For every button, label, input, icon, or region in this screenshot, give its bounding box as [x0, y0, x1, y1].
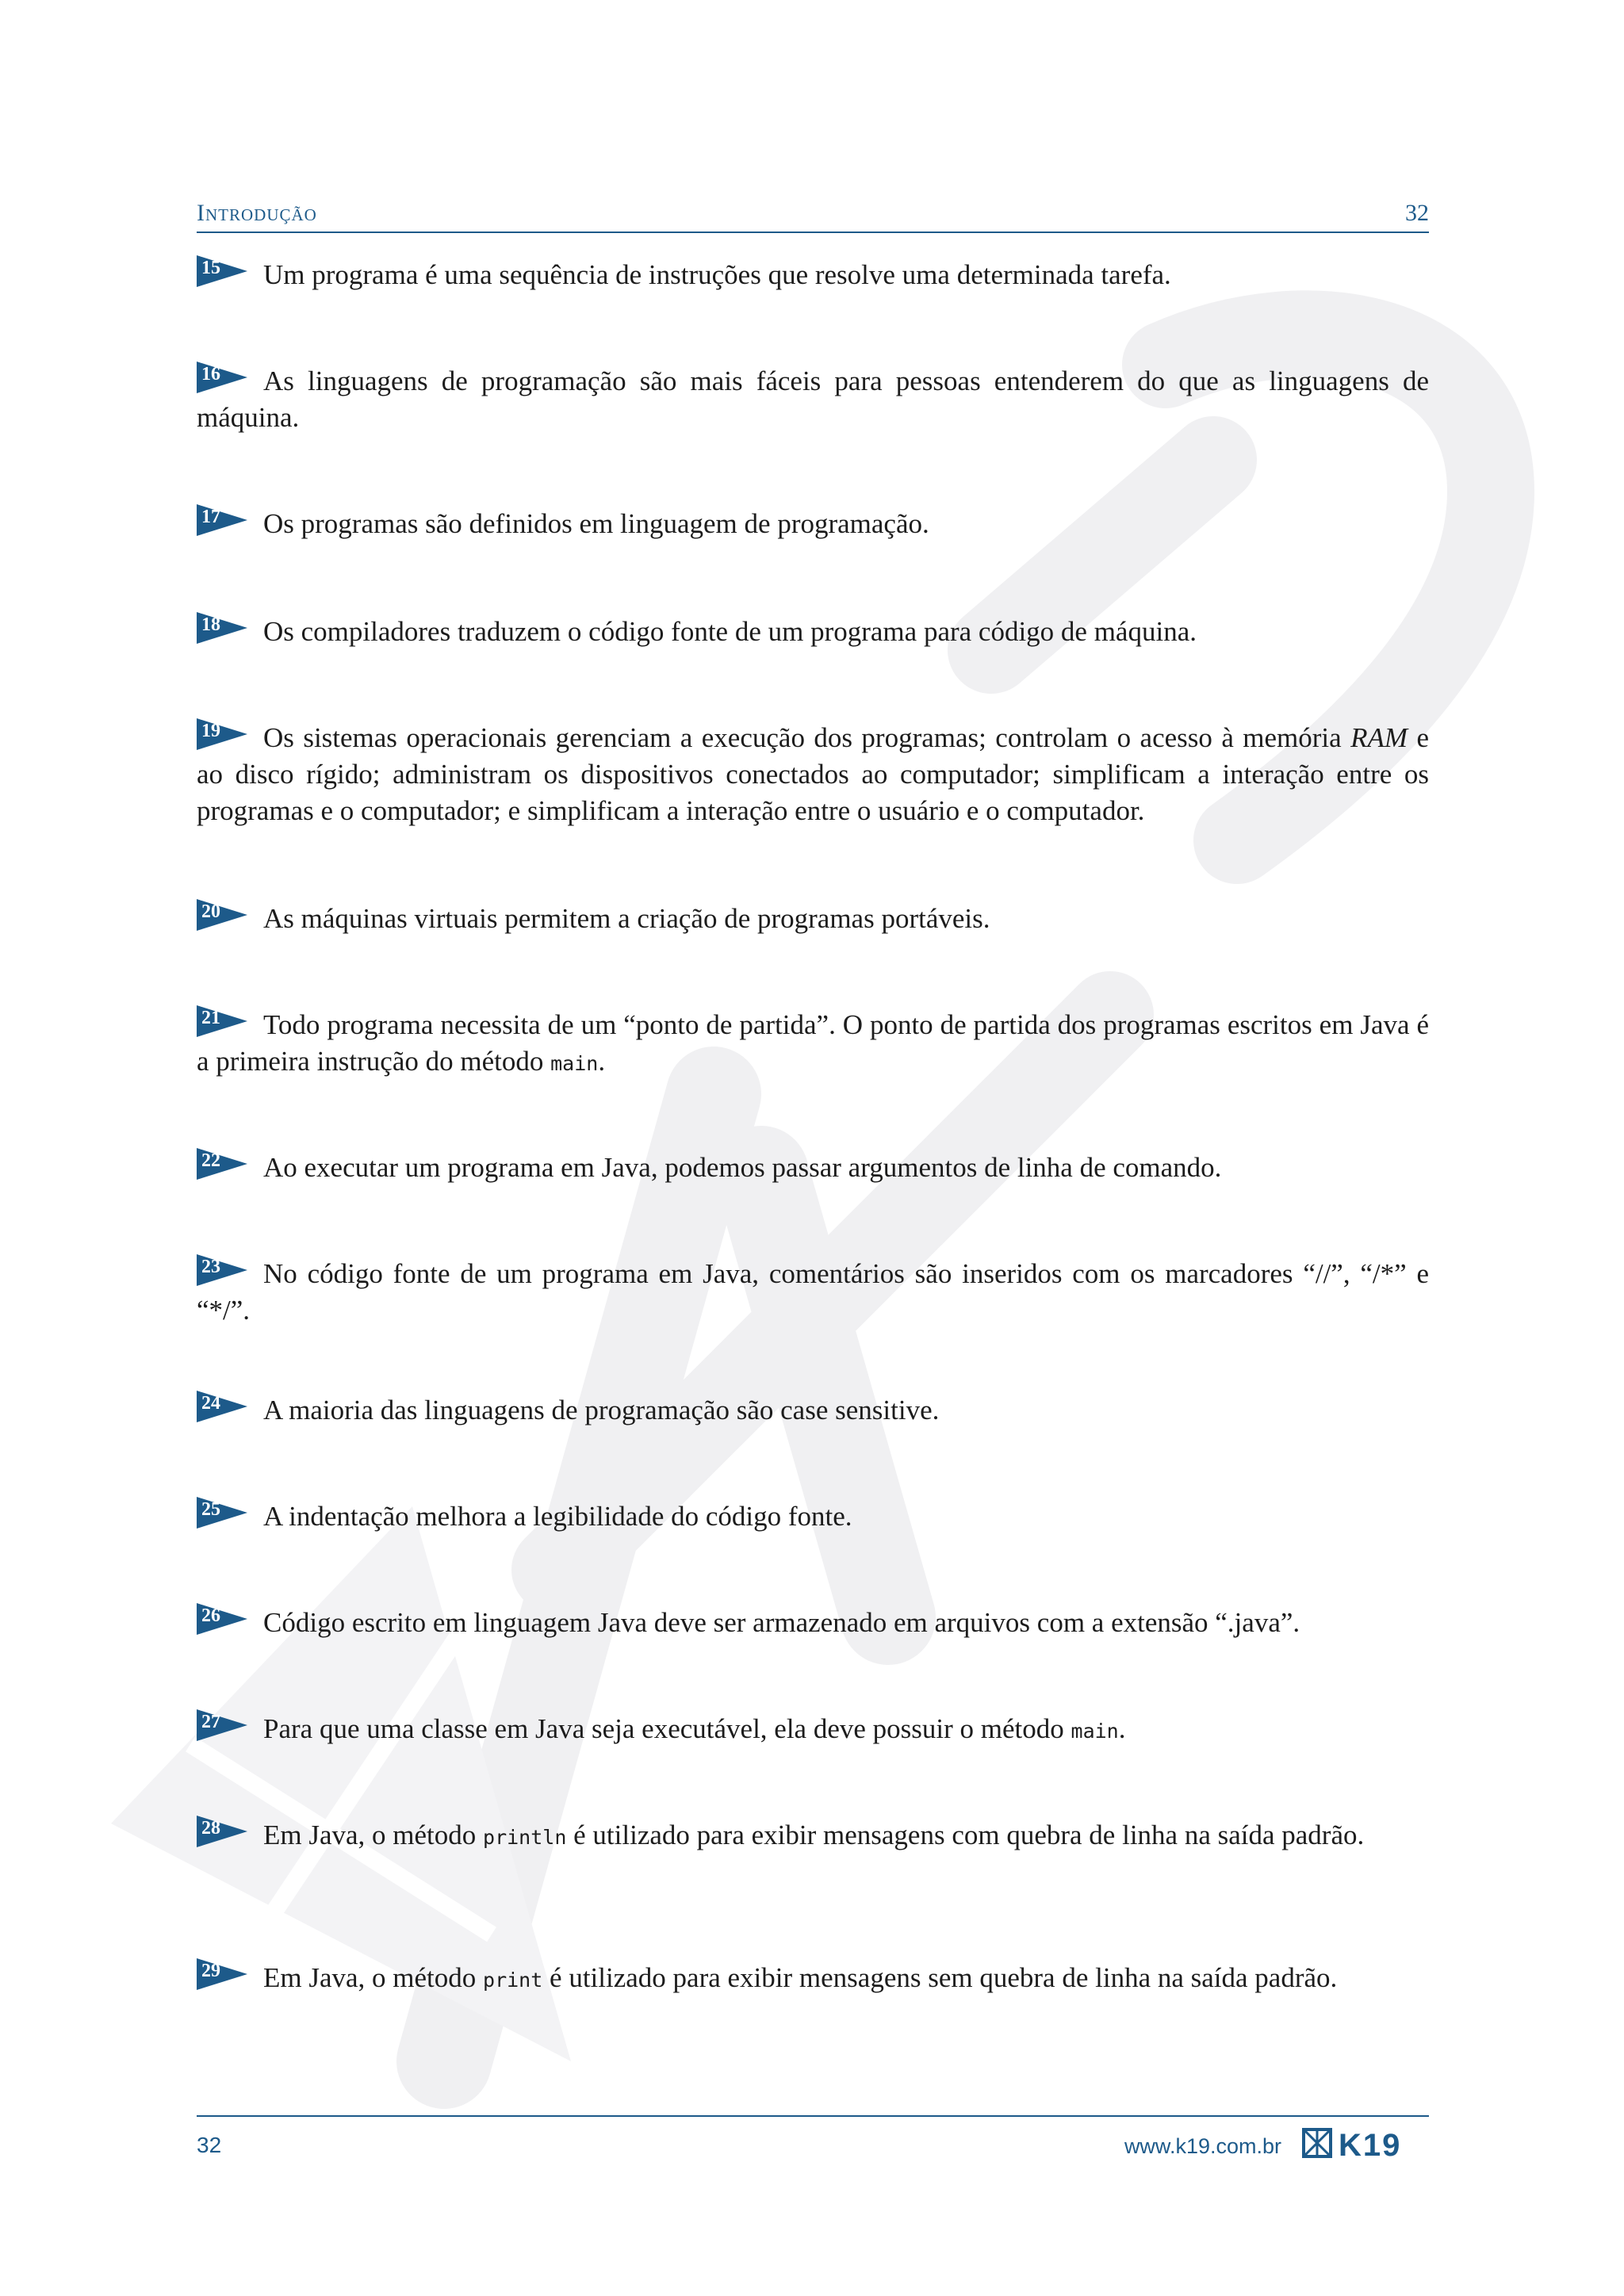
list-item	[197, 1816, 1429, 1856]
item-text: Um programa é uma sequência de instruções que resolve uma determinada tarefa.	[263, 259, 1171, 290]
inline-code: println	[483, 1826, 567, 1849]
exercise-number-badge: 17	[197, 504, 247, 536]
inline-code: main	[1071, 1720, 1119, 1743]
item-text: Os sistemas operacionais gerenciam a execução dos programas; controlam o acesso à memória	[263, 722, 1342, 753]
page-footer	[197, 2115, 1429, 2164]
exercise-number-badge: 20	[197, 899, 247, 931]
list-item	[197, 1958, 1429, 1999]
k19-logo-icon	[1302, 2128, 1429, 2160]
item-text: Ao executar um programa em Java, podemos passar argumentos de linha de comando.	[263, 1152, 1222, 1183]
header-page-number: 32	[1405, 200, 1429, 226]
item-text: A indentação melhora a legibilidade do código fonte.	[263, 1501, 852, 1532]
item-text: e ao disco rígido; administram os dispositivos conectados ao computador; simplificam a interação entre os programas e o computador; e simplificam a interação entre o usuário e o computador.	[197, 722, 1430, 826]
exercise-number-badge: 16	[197, 362, 247, 393]
list-item	[197, 1254, 1429, 1329]
item-text: As máquinas virtuais permitem a criação de programas portáveis.	[263, 903, 990, 934]
list-item	[197, 1005, 1429, 1082]
inline-code: main	[550, 1052, 599, 1075]
item-text: Em Java, o método	[263, 1962, 477, 1993]
item-text: No código fonte de um programa em Java, comentários são inseridos com os marcadores “//”, “/*” e “*/”.	[197, 1258, 1429, 1326]
chapter-title: Introdução	[197, 200, 317, 226]
item-text: Para que uma classe em Java seja executável, ela deve possuir o método	[263, 1713, 1064, 1744]
inline-code: print	[483, 1969, 543, 1992]
list-item	[197, 1603, 1429, 1641]
exercise-number-badge: 28	[197, 1816, 247, 1847]
item-text: Os compiladores traduzem o código fonte de um programa para código de máquina.	[263, 616, 1197, 647]
item-text: A maioria das linguagens de programação são case sensitive.	[263, 1395, 940, 1425]
exercise-number-badge: 25	[197, 1497, 247, 1529]
page-header	[197, 197, 1429, 233]
exercise-number-badge: 23	[197, 1254, 247, 1286]
item-text: Em Java, o método	[263, 1820, 477, 1850]
list-item	[197, 1391, 1429, 1429]
exercise-number-badge: 29	[197, 1958, 247, 1990]
list-item	[197, 504, 1429, 542]
footer-page-number: 32	[197, 2133, 222, 2157]
item-text: é utilizado para exibir mensagens com quebra de linha na saída padrão.	[573, 1820, 1365, 1850]
list-item	[197, 362, 1429, 436]
item-text: As linguagens de programação são mais fáceis para pessoas entenderem do que as linguagens de máquina.	[197, 365, 1429, 433]
list-item	[197, 1148, 1429, 1186]
item-text: Os programas são definidos em linguagem de programação.	[263, 508, 929, 539]
svg-text:K19: K19	[1339, 2128, 1402, 2160]
item-text: .	[1118, 1713, 1126, 1744]
footer-url-link[interactable]: www.k19.com.br	[1124, 2134, 1281, 2158]
exercise-number-badge: 27	[197, 1709, 247, 1741]
exercise-number-badge: 22	[197, 1148, 247, 1180]
list-item	[197, 612, 1429, 650]
exercise-number-badge: 18	[197, 612, 247, 644]
item-text: .	[598, 1046, 606, 1077]
list-item	[197, 1497, 1429, 1535]
list-item	[197, 1709, 1429, 1750]
list-item	[197, 899, 1429, 937]
exercise-number-badge: 19	[197, 718, 247, 750]
exercise-number-badge: 15	[197, 255, 247, 287]
exercise-number-badge: 21	[197, 1005, 247, 1037]
exercise-number-badge: 26	[197, 1603, 247, 1635]
item-text: Código escrito em linguagem Java deve ser armazenado em arquivos com a extensão “.java”.	[263, 1607, 1300, 1638]
item-text: Todo programa necessita de um “ponto de partida”. O ponto de partida dos programas escritos em Java é a primeira instrução do método	[197, 1009, 1429, 1077]
item-text-emphasis: RAM	[1350, 722, 1408, 753]
exercise-number-badge: 24	[197, 1391, 247, 1422]
item-text: é utilizado para exibir mensagens sem quebra de linha na saída padrão.	[550, 1962, 1338, 1993]
list-item	[197, 255, 1429, 293]
list-item	[197, 718, 1429, 829]
